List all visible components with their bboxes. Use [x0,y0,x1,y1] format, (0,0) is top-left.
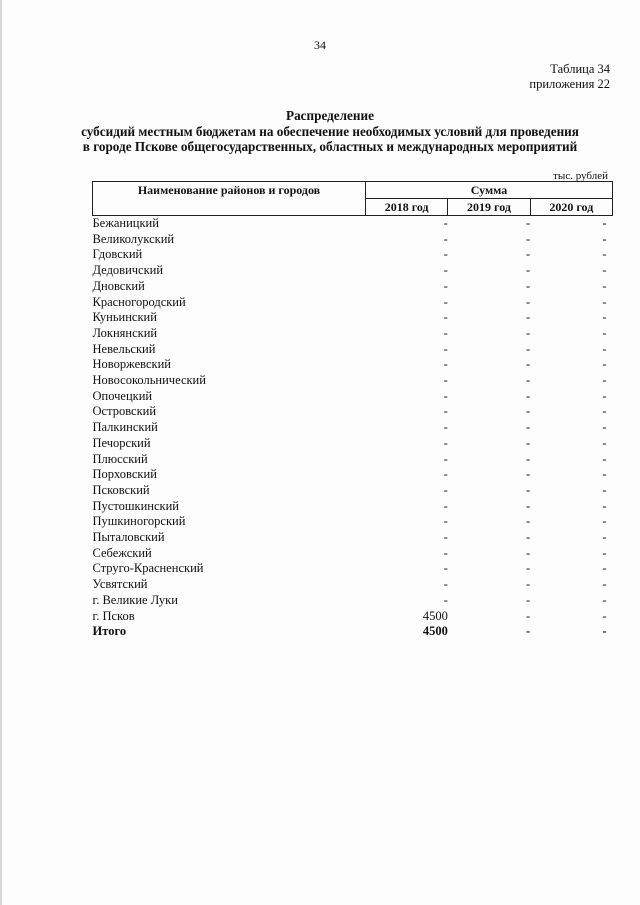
table-row [93,310,613,326]
row-name: Псковский [92,482,150,497]
value-2019: - [525,341,531,356]
value-2018: - [443,263,448,278]
table-row [93,499,613,515]
row-name: Дедовичский [92,263,164,278]
value-2020: - [602,498,607,513]
row-name: г. Псков [92,608,135,623]
value-2020: - [602,608,607,623]
distribution-table [92,181,613,640]
value-2019: - [525,325,531,340]
table-ref-line2: приложения 22 [529,77,610,91]
value-2020: - [602,247,607,262]
value-2020: - [602,278,607,293]
table-row [93,279,613,295]
value-2018: - [443,467,448,482]
value-2018: - [443,404,448,419]
value-2019: - [525,577,531,592]
row-name: Новоржевский [92,357,171,372]
value-2020: - [602,404,607,419]
row-name: Себежский [92,545,152,560]
row-name: Островский [92,404,157,419]
table-row [93,389,613,405]
value-2020: - [602,294,607,309]
row-name: Великолукский [92,231,175,246]
value-2018: - [443,577,448,592]
value-2018: - [443,592,448,607]
value-2019: - [525,263,531,278]
table-reference [529,62,610,92]
value-2018: - [443,247,448,262]
value-2020: - [602,420,607,435]
document-title [60,108,600,155]
scan-edge [0,0,2,905]
table-row [93,577,613,593]
value-2020: - [602,561,607,576]
row-name: Пыталовский [92,530,165,545]
value-2019: - [525,294,531,309]
value-2019: - [525,247,531,262]
table-row [93,357,613,373]
value-2020: - [602,388,607,403]
row-name: Новосокольнический [92,373,206,388]
row-name: Усвятский [92,577,148,592]
value-2020: - [602,467,607,482]
value-2018: - [443,373,448,388]
value-2020: - [602,577,607,592]
value-2018: 4500 [422,608,448,623]
value-2018: - [443,231,448,246]
value-2019: - [525,451,531,466]
value-2019: - [525,357,531,372]
table-row [93,452,613,468]
row-name: Дновский [92,278,145,293]
value-2019: - [525,435,531,450]
table-row [93,326,613,342]
row-name: Гдовский [92,247,143,262]
page-number: 34 [314,38,326,52]
value-2018: - [443,278,448,293]
value-2018: - [443,451,448,466]
title-line2: субсидий местным бюджетам на обеспечение необходимых условий для проведения [81,123,579,139]
value-2018: - [443,216,448,230]
value-2019: - [525,530,531,545]
row-name: Локнянский [92,325,158,340]
value-2020: - [602,451,607,466]
table-row [93,593,613,609]
value-2019: - [525,592,531,607]
value-2018: - [443,498,448,513]
value-2020: - [602,624,607,639]
value-2020: - [602,482,607,497]
value-2019: - [525,310,531,325]
value-2019: - [525,561,531,576]
table-body [93,216,613,640]
value-2020: - [602,310,607,325]
value-2019: - [525,498,531,513]
row-name: Куньинский [92,310,157,325]
row-name: Плюсский [92,451,148,466]
row-name: Пушкиногорский [92,514,186,529]
row-name: Палкинский [92,420,158,435]
value-2018: - [443,325,448,340]
value-2020: - [602,325,607,340]
value-2018: - [443,388,448,403]
units-label: тыс. рублей [553,170,608,182]
table-ref-line1: Таблица 34 [550,62,610,76]
table-row [93,420,613,436]
value-2019: - [525,420,531,435]
table-row [93,467,613,483]
value-2018: - [443,435,448,450]
table-row [93,232,613,248]
value-2019: - [525,231,531,246]
value-2020: - [602,216,607,230]
table-row [93,609,613,625]
value-2020: - [602,357,607,372]
value-2018: - [443,420,448,435]
value-2020: - [602,373,607,388]
row-name: Опочецкий [92,388,153,403]
title-line3: в городе Пскове общегосударственных, областных и международных мероприятий [82,139,578,154]
value-2019: - [525,624,531,639]
value-2018: - [443,341,448,356]
value-2019: - [525,278,531,293]
table-row [93,247,613,263]
row-name: Бежаницкий [92,216,159,230]
value-2019: - [525,514,531,529]
value-2019: - [525,482,531,497]
value-2019: - [525,404,531,419]
value-2018: - [443,482,448,497]
table-row [93,436,613,452]
header-name: Наименование районов и городов [93,182,366,216]
value-2018: - [443,294,448,309]
value-2019: - [525,388,531,403]
value-2020: - [602,592,607,607]
table-row [93,216,613,232]
row-name: г. Великие Луки [92,592,178,607]
table-row [93,530,613,546]
header-row-1 [93,182,613,199]
table-row [93,483,613,499]
value-2018: - [443,514,448,529]
header-year-2018: 2018 год [366,199,448,216]
table-row [93,514,613,530]
value-2018: - [443,530,448,545]
value-2020: - [602,514,607,529]
total-row [93,624,613,640]
row-name: Струго-Красненский [92,561,204,576]
row-name: Невельский [92,341,156,356]
value-2020: - [602,530,607,545]
table-row [93,404,613,420]
value-2018: - [443,357,448,372]
row-name: Пустошкинский [92,498,179,513]
value-2019: - [525,545,531,560]
header-sum: Сумма [366,182,613,199]
header-year-2019: 2019 год [448,199,530,216]
value-2019: - [525,608,531,623]
value-2020: - [602,435,607,450]
table-row [93,546,613,562]
table-row [93,263,613,279]
value-2019: - [525,373,531,388]
value-2020: - [602,341,607,356]
value-2019: - [525,216,531,230]
value-2018: - [443,561,448,576]
header-year-2020: 2020 год [530,199,612,216]
row-name: Порховский [92,467,157,482]
row-name: Итого [92,624,127,639]
row-name: Печорский [92,435,151,450]
value-2020: - [602,545,607,560]
value-2020: - [602,263,607,278]
value-2020: - [602,231,607,246]
value-2018: - [443,310,448,325]
table-row [93,561,613,577]
table-row [93,342,613,358]
value-2019: - [525,467,531,482]
value-2018: - [443,545,448,560]
value-2018: 4500 [422,624,448,639]
title-line1: Распределение [286,108,374,123]
table-row [93,295,613,311]
row-name: Красногородский [92,294,186,309]
table-row [93,373,613,389]
